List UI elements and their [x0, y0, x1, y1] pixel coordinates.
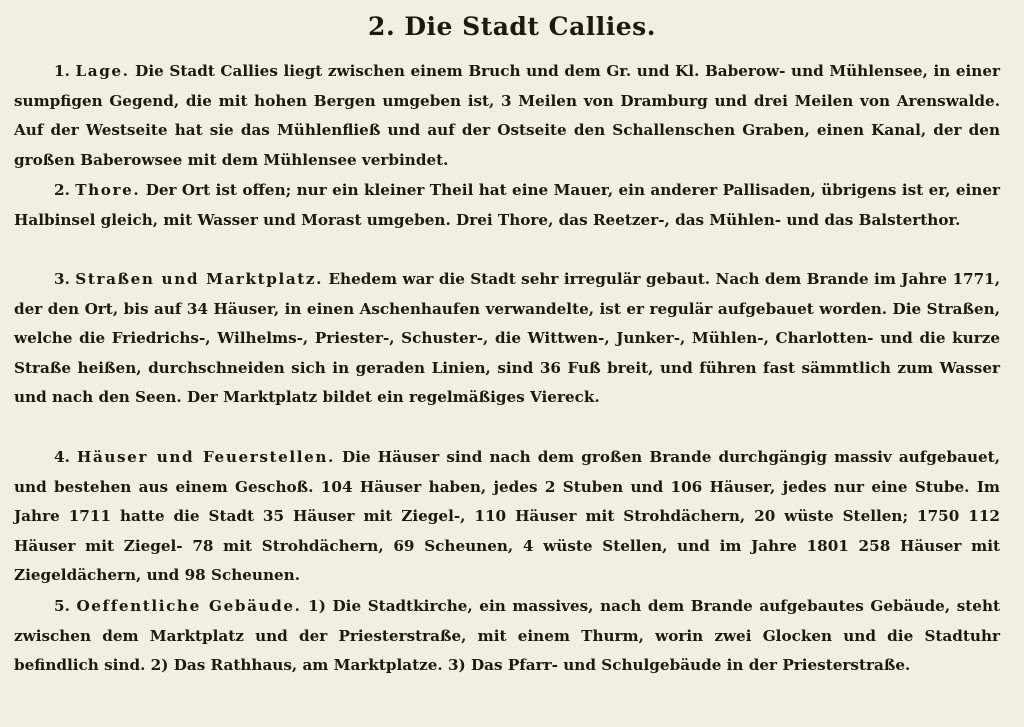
section-text: Ehedem war die Stadt sehr irregulär gebaut. Nach dem Brande im Jahre 1771, der den Ort, bis auf 34 Häuser, in einen Aschenhaufen verwandelte, ist er regulär aufgebauet worden. Die Straßen, welche die Friedrichs-, Wilhelms-, Priester-, Schuster-, die Wittwen-, Junker-, Mühlen-, Charlotten- und die kurze Straße heißen, durchschneiden sich in geraden Linien, sind 36 Fuß breit, und führen fast sämmtlich zum Wasser und nach den Seen. Der Marktplatz bildet ein regelmäßiges Viereck.: [14, 270, 1001, 407]
section-number: 2.: [54, 181, 70, 199]
section-heading: Thore.: [75, 181, 141, 199]
section-text: Die Häuser sind nach dem großen Brande durchgängig massiv aufgebauet, und bestehen aus einem Geschoß. 104 Häuser haben, jedes 2 Stuben und 106 Häuser, jedes nur eine Stube. Im Jahre 1711 hatte die Stadt 35 Häuser mit Ziegel-, 110 Häuser mit Strohdächern, 20 wüste Stellen; 1750 112 Häuser mit Ziegel- 78 mit Strohdächern, 69 Scheunen, 4 wüste Stellen, und im Jahre 1801 258 Häuser mit Ziegeldächern, und 98 Scheunen.: [14, 448, 1000, 585]
page-title: 2. Die Stadt Callies.: [368, 12, 656, 41]
section-heading: Oeffentliche Gebäude.: [76, 597, 302, 615]
section-number: 5.: [54, 597, 70, 615]
section-number: 3.: [54, 270, 70, 288]
section-text: 1) Die Stadtkirche, ein massives, nach dem Brande aufgebautes Gebäude, steht zwischen dem Marktplatz und der Priesterstraße, mit einem Thurm, worin zwei Glocken und die Stadtuhr befindlich sind. 2) Das Rathhaus, am Marktplatze. 3) Das Pfarr- und Schulgebäude in der Priesterstraße.: [14, 597, 1000, 675]
section-heading: Häuser und Feuerstellen.: [77, 448, 335, 466]
section-lage: [14, 57, 1000, 175]
section-text: Der Ort ist offen; nur ein kleiner Theil hat eine Mauer, ein anderer Pallisaden, übrigens ist er, einer Halbinsel gleich, mit Wasser und Morast umgeben. Drei Thore, das Reetzer-, das Mühlen- und das Balsterthor.: [14, 181, 1000, 229]
section-number: 4.: [54, 448, 70, 466]
section-gebaeude: [14, 592, 1000, 681]
section-thore: [14, 176, 1000, 235]
section-number: 1.: [54, 62, 70, 80]
section-text: Die Stadt Callies liegt zwischen einem Bruch und dem Gr. und Kl. Baberow- und Mühlensee, in einer sumpfigen Gegend, die mit hohen Bergen umgeben ist, 3 Meilen von Dramburg und drei Meilen von Arenswalde. Auf der Westseite hat sie das Mühlenfließ und auf der Ostseite den Schallenschen Graben, einen Kanal, der den großen Baberowsee mit dem Mühlensee verbindet.: [14, 62, 1001, 169]
section-strassen: [14, 265, 1000, 413]
section-haeuser: [14, 443, 1000, 591]
section-heading: Straßen und Marktplatz.: [75, 270, 324, 288]
section-heading: Lage.: [75, 62, 130, 80]
